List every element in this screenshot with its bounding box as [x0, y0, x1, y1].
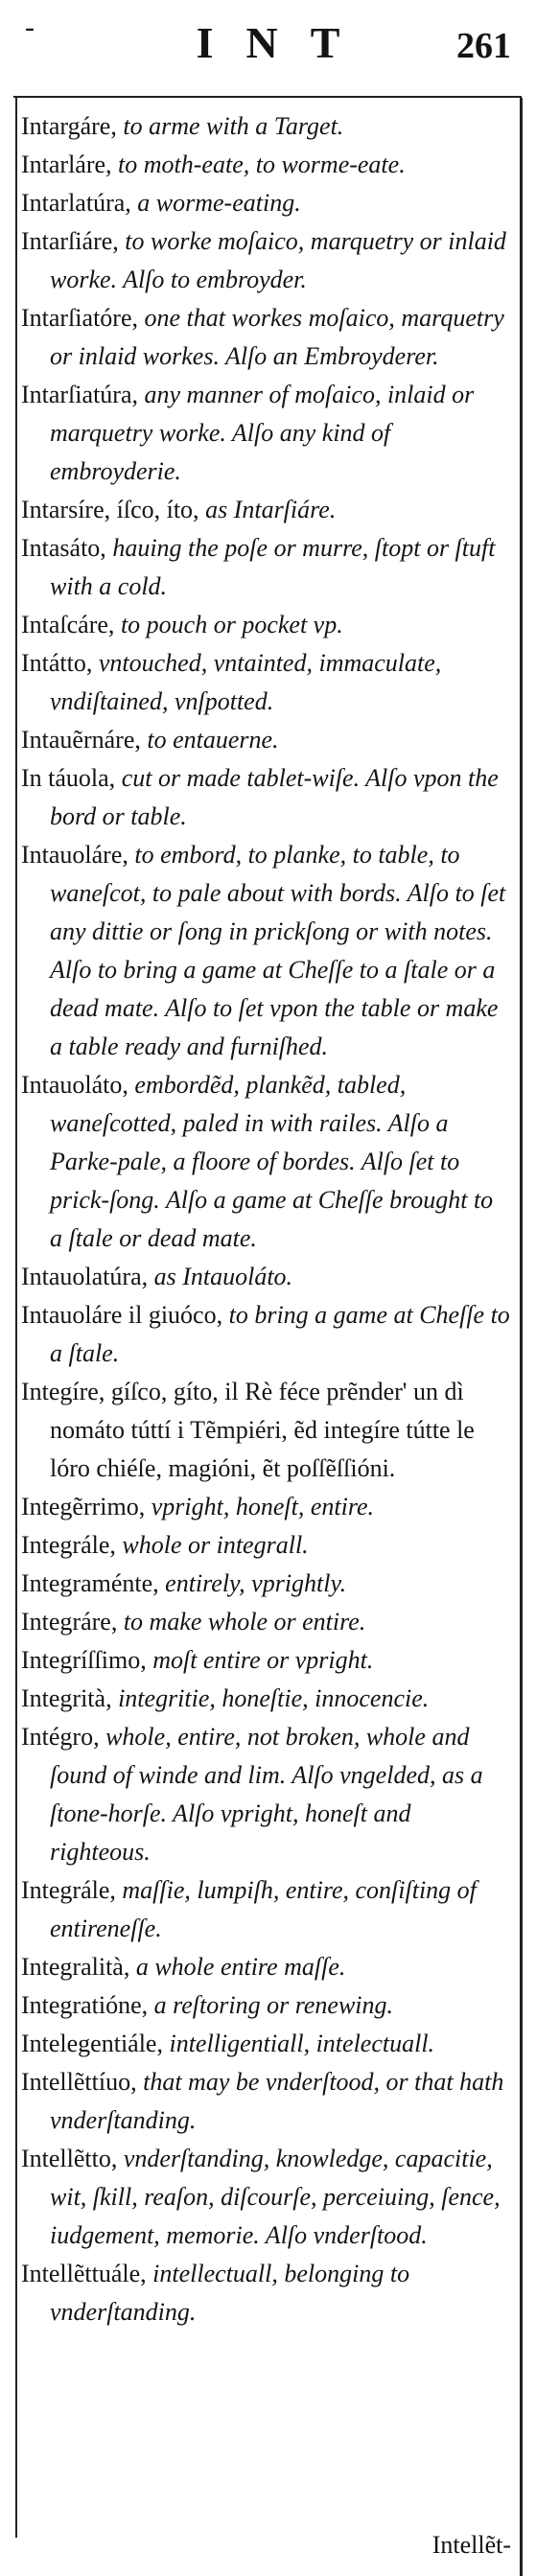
entry-headword: Integríſſimo,	[21, 1646, 147, 1674]
dictionary-entry	[21, 1066, 510, 1258]
entry-definition: entirely, vprightly.	[165, 1569, 347, 1597]
dictionary-entry	[21, 721, 510, 759]
entry-definition: vnderſtanding, knowledge, capacitie, wit, ſkill, reaſon, diſcourſe, perceiuing, ſence, iudgement, memorie. Alſo vnderſtood.	[50, 2145, 501, 2249]
entry-headword: Intarsíre, íſco, íto,	[21, 496, 199, 523]
entry-definition: hauing the poſe or murre, ſtopt or ſtuft with a cold.	[50, 534, 496, 600]
page-header	[0, 0, 536, 75]
running-head: INT	[196, 18, 373, 67]
entry-definition: a reſtoring or renewing.	[153, 1991, 394, 2019]
entry-headword: Intauoláto,	[21, 1071, 128, 1099]
entry-definition: moſt entire or vpright.	[152, 1646, 374, 1674]
entry-headword: Intauẽrnáre,	[21, 726, 141, 754]
dictionary-entry	[21, 1565, 510, 1603]
entry-headword: Intauoláre il giuóco,	[21, 1301, 223, 1329]
entry-headword: Intarlatúra,	[21, 189, 131, 217]
dictionary-entry	[21, 1603, 510, 1641]
entry-definition: as Intauoláto.	[153, 1263, 293, 1290]
dictionary-entry	[21, 146, 510, 184]
entry-definition: whole or integrall.	[122, 1531, 309, 1559]
right-column-rule	[520, 98, 523, 2576]
entry-headword: Intarláre,	[21, 151, 112, 178]
dictionary-entry	[21, 107, 510, 146]
dictionary-entry	[21, 2140, 510, 2255]
entry-definition: to moth-eate, to worme-eate.	[118, 151, 406, 178]
entry-definition: one that workes moſaico, marquetry or inlaid workes. Alſo an Embroyderer.	[50, 304, 504, 370]
top-rule	[13, 96, 522, 98]
entry-definition: vntouched, vntainted, immaculate, vndiſtained, vnſpotted.	[50, 649, 442, 715]
entry-headword: Integralità,	[21, 1953, 130, 1981]
dictionary-entry	[21, 1488, 510, 1526]
entry-definition: vpright, honeſt, entire.	[151, 1493, 375, 1520]
entry-headword: Integráre,	[21, 1608, 118, 1636]
entry-headword: Intellẽttuále,	[21, 2260, 147, 2287]
entry-definition: as Intarſiáre.	[205, 496, 337, 523]
entry-headword: Intargáre,	[21, 112, 117, 140]
dictionary-entry	[21, 1871, 510, 1948]
dictionary-entry	[21, 1680, 510, 1718]
entry-definition: to pouch or pocket vp.	[120, 611, 343, 638]
entry-definition: cut or made tablet-wiſe. Alſo vpon the bord or table.	[50, 764, 499, 830]
entry-definition: to make whole or entire.	[123, 1608, 366, 1636]
entry-definition: maſſie, lumpiſh, entire, conſiſting of entireneſſe.	[50, 1876, 477, 1942]
entry-definition: a worme-eating.	[137, 189, 301, 217]
entry-definition: integritie, honeſtie, innocencie.	[118, 1684, 430, 1712]
entry-definition: that may be vnderſtood, or that hath vnderſtanding.	[50, 2068, 504, 2134]
entry-headword: Intelegentiále,	[21, 2030, 163, 2057]
dictionary-entry	[21, 299, 510, 376]
entry-definition: to worke moſaico, marquetry or inlaid worke. Alſo to embroyder.	[50, 227, 506, 293]
dictionary-entry	[21, 1258, 510, 1296]
entry-headword: Integratióne,	[21, 1991, 149, 2019]
entry-headword: Intégro,	[21, 1723, 100, 1751]
dictionary-entry	[21, 644, 510, 721]
entry-headword: Intátto,	[21, 649, 93, 677]
entry-definition: to embord, to planke, to table, to waneſcot, to pale about with bords. Alſo to ſet any dittie or ſong in prickſong or with notes. Alſo to bring a game at Cheſſe to a ſtale or a dead mate. Alſo to ſet vpon the table or make a table ready and furniſhed.	[50, 841, 506, 1060]
entry-definition: intellectuall, belonging to vnderſtanding.	[50, 2260, 410, 2326]
entry-definition: to entauerne.	[147, 726, 279, 754]
entry-headword: Intauoláre,	[21, 841, 128, 869]
dictionary-entry	[21, 1373, 510, 1488]
catchword: Intellẽt-	[431, 2531, 511, 2559]
dictionary-entry	[21, 759, 510, 836]
entry-headword: Integẽrrimo,	[21, 1493, 146, 1520]
dictionary-entry	[21, 1526, 510, 1565]
entry-headword: Intasáto,	[21, 534, 106, 562]
entry-headword: Intarſiatóre,	[21, 304, 138, 332]
entry-headword: Integraménte,	[21, 1569, 159, 1597]
entry-definition: any manner of moſaico, inlaid or marquetry worke. Alſo any kind of embroyderie.	[50, 381, 475, 485]
header-dash: -	[25, 12, 35, 43]
entry-headword: Intauolatúra,	[21, 1263, 149, 1290]
page-number: 261	[456, 26, 511, 66]
entry-headword: Integrále,	[21, 1531, 116, 1559]
entry-definition: intelligentiall, intelectuall.	[169, 2030, 435, 2057]
dictionary-entry	[21, 2063, 510, 2140]
entry-definition: to bring a game at Cheſſe to a ſtale.	[50, 1301, 510, 1367]
entry-definition: embordẽd, plankẽd, tabled, waneſcotted, paled in with railes. Alſo a Parke-pale, a floore of bordes. Alſo ſet to prick-ſong. Alſo a game at Cheſſe brought to a ſtale or dead mate.	[50, 1071, 494, 1252]
dictionary-column	[21, 107, 510, 2332]
entry-headword: Integrità,	[21, 1684, 112, 1712]
dictionary-entry	[21, 222, 510, 299]
dictionary-entry	[21, 1296, 510, 1373]
entry-headword: Intarſiatúra,	[21, 381, 138, 408]
dictionary-entry	[21, 1718, 510, 1871]
dictionary-entry	[21, 606, 510, 644]
entry-headword: Intarſiáre,	[21, 227, 119, 255]
left-column-rule	[15, 98, 17, 2538]
entry-headword: Intaſcáre,	[21, 611, 115, 638]
entry-definition: a whole entire maſſe.	[135, 1953, 346, 1981]
entry-headword: Integíre, gíſco, gíto, il Rè féce prẽnder' un dì nomáto túttí i Tẽmpiéri, ẽd integíre tútte le lóro chiéſe, magióni, ẽt poſſẽſſióni.	[21, 1378, 475, 1482]
dictionary-entry	[21, 529, 510, 606]
entry-definition: whole, entire, not broken, whole and ſound of winde and lim. Alſo vngelded, as a ſtone-horſe. Alſo vpright, honeſt and righteous.	[50, 1723, 483, 1866]
dictionary-entry	[21, 1948, 510, 1986]
dictionary-entry	[21, 1986, 510, 2025]
dictionary-entry	[21, 491, 510, 529]
entry-headword: Intellẽtto,	[21, 2145, 118, 2172]
dictionary-entry	[21, 184, 510, 222]
dictionary-entry	[21, 1641, 510, 1680]
dictionary-entry	[21, 376, 510, 491]
dictionary-entry	[21, 2255, 510, 2332]
dictionary-entry	[21, 836, 510, 1066]
dictionary-entry	[21, 2025, 510, 2063]
entry-headword: Integrále,	[21, 1876, 116, 1904]
entry-definition: to arme with a Target.	[123, 112, 344, 140]
entry-headword: In táuola,	[21, 764, 116, 792]
entry-headword: Intellẽttíuo,	[21, 2068, 137, 2096]
